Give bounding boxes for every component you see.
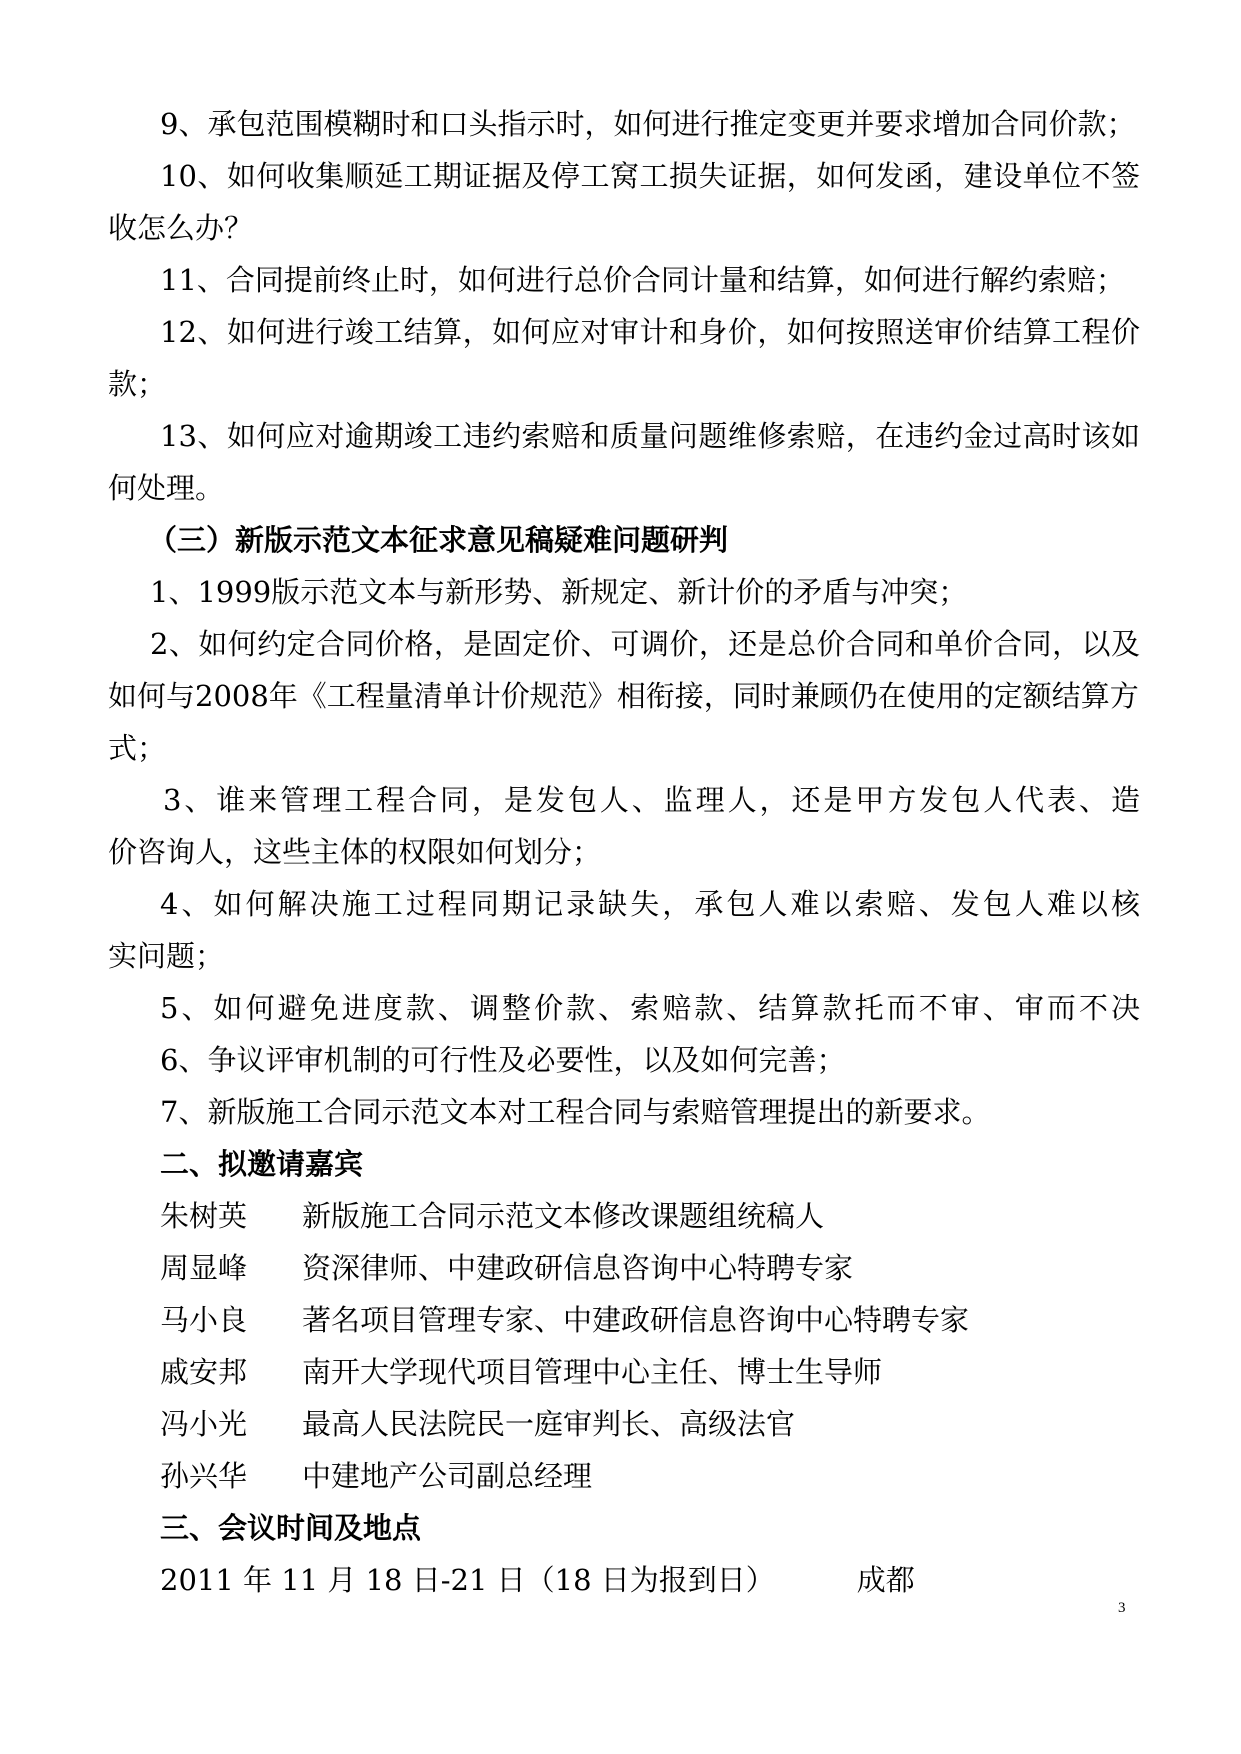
paragraph-line: 价咨询人，这些主体的权限如何划分； <box>108 835 602 869</box>
paragraph-line: 13、如何应对逾期竣工违约索赔和质量问题维修索赔，在违约金过高时该如 <box>160 419 1140 453</box>
paragraph-line: 9、承包范围模糊时和口头指示时，如何进行推定变更并要求增加合同价款； <box>160 107 1136 141</box>
paragraph-line: 4、如何解决施工过程同期记录缺失，承包人难以索赔、发包人难以核 <box>160 887 1140 921</box>
paragraph-line: 5、如何避免进度款、调整价款、索赔款、结算款托而不审、审而不决 <box>160 991 1140 1025</box>
guest-row <box>160 1346 882 1398</box>
section-heading: 二、拟邀请嘉宾 <box>160 1147 364 1181</box>
meeting-place: 成都 <box>856 1563 915 1597</box>
paragraph-line: 12、如何进行竣工结算，如何应对审计和身价，如何按照送审价结算工程价 <box>160 315 1140 349</box>
guest-row <box>160 1190 824 1242</box>
paragraph-line: 1、1999版示范文本与新形势、新规定、新计价的矛盾与冲突； <box>150 575 968 609</box>
meeting-time: 2011 年 11 月 18 日-21 日（18 日为报到日） <box>160 1563 775 1597</box>
paragraph-line: 11、合同提前终止时，如何进行总价合同计量和结算，如何进行解约索赔； <box>160 263 1125 297</box>
guest-role: 最高人民法院民一庭审判长、高级法官 <box>302 1407 796 1441</box>
section-heading: （三）新版示范文本征求意见稿疑难问题研判 <box>148 523 729 557</box>
guest-role: 中建地产公司副总经理 <box>302 1459 593 1493</box>
paragraph-line: 如何与2008年《工程量清单计价规范》相衔接，同时兼顾仍在使用的定额结算方 <box>108 679 1139 713</box>
paragraph-line: 7、新版施工合同示范文本对工程合同与索赔管理提出的新要求。 <box>160 1095 991 1129</box>
guest-role: 南开大学现代项目管理中心主任、博士生导师 <box>302 1355 883 1389</box>
paragraph-line: 收怎么办？ <box>108 211 254 245</box>
paragraph-line: 何处理。 <box>108 471 225 505</box>
paragraph-line: 3、谁来管理工程合同，是发包人、监理人，还是甲方发包人代表、造 <box>163 783 1140 817</box>
guest-role: 新版施工合同示范文本修改课题组统稿人 <box>302 1199 825 1233</box>
meeting-info <box>160 1554 1190 1606</box>
guest-row <box>160 1398 795 1450</box>
guest-row <box>160 1242 853 1294</box>
paragraph-line: 款； <box>108 367 167 401</box>
guest-row <box>160 1294 969 1346</box>
paragraph-line: 6、争议评审机制的可行性及必要性，以及如何完善； <box>160 1043 846 1077</box>
guest-role: 著名项目管理专家、中建政研信息咨询中心特聘专家 <box>302 1303 970 1337</box>
guest-name: 周显峰 <box>160 1251 248 1285</box>
guest-role: 资深律师、中建政研信息咨询中心特聘专家 <box>302 1251 854 1285</box>
guest-name: 冯小光 <box>160 1407 248 1441</box>
guest-name: 马小良 <box>160 1303 248 1337</box>
section-heading: 三、会议时间及地点 <box>160 1511 422 1545</box>
page-number: 3 <box>1118 1600 1126 1616</box>
paragraph-line: 10、如何收集顺延工期证据及停工窝工损失证据，如何发函，建设单位不签 <box>160 159 1140 193</box>
paragraph-line: 2、如何约定合同价格，是固定价、可调价，还是总价合同和单价合同，以及 <box>150 627 1140 661</box>
paragraph-line: 实问题； <box>108 939 225 973</box>
guest-name: 孙兴华 <box>160 1459 248 1493</box>
paragraph-line: 式； <box>108 731 167 765</box>
guest-row <box>160 1450 592 1502</box>
guest-name: 戚安邦 <box>160 1355 248 1389</box>
guest-name: 朱树英 <box>160 1199 248 1233</box>
